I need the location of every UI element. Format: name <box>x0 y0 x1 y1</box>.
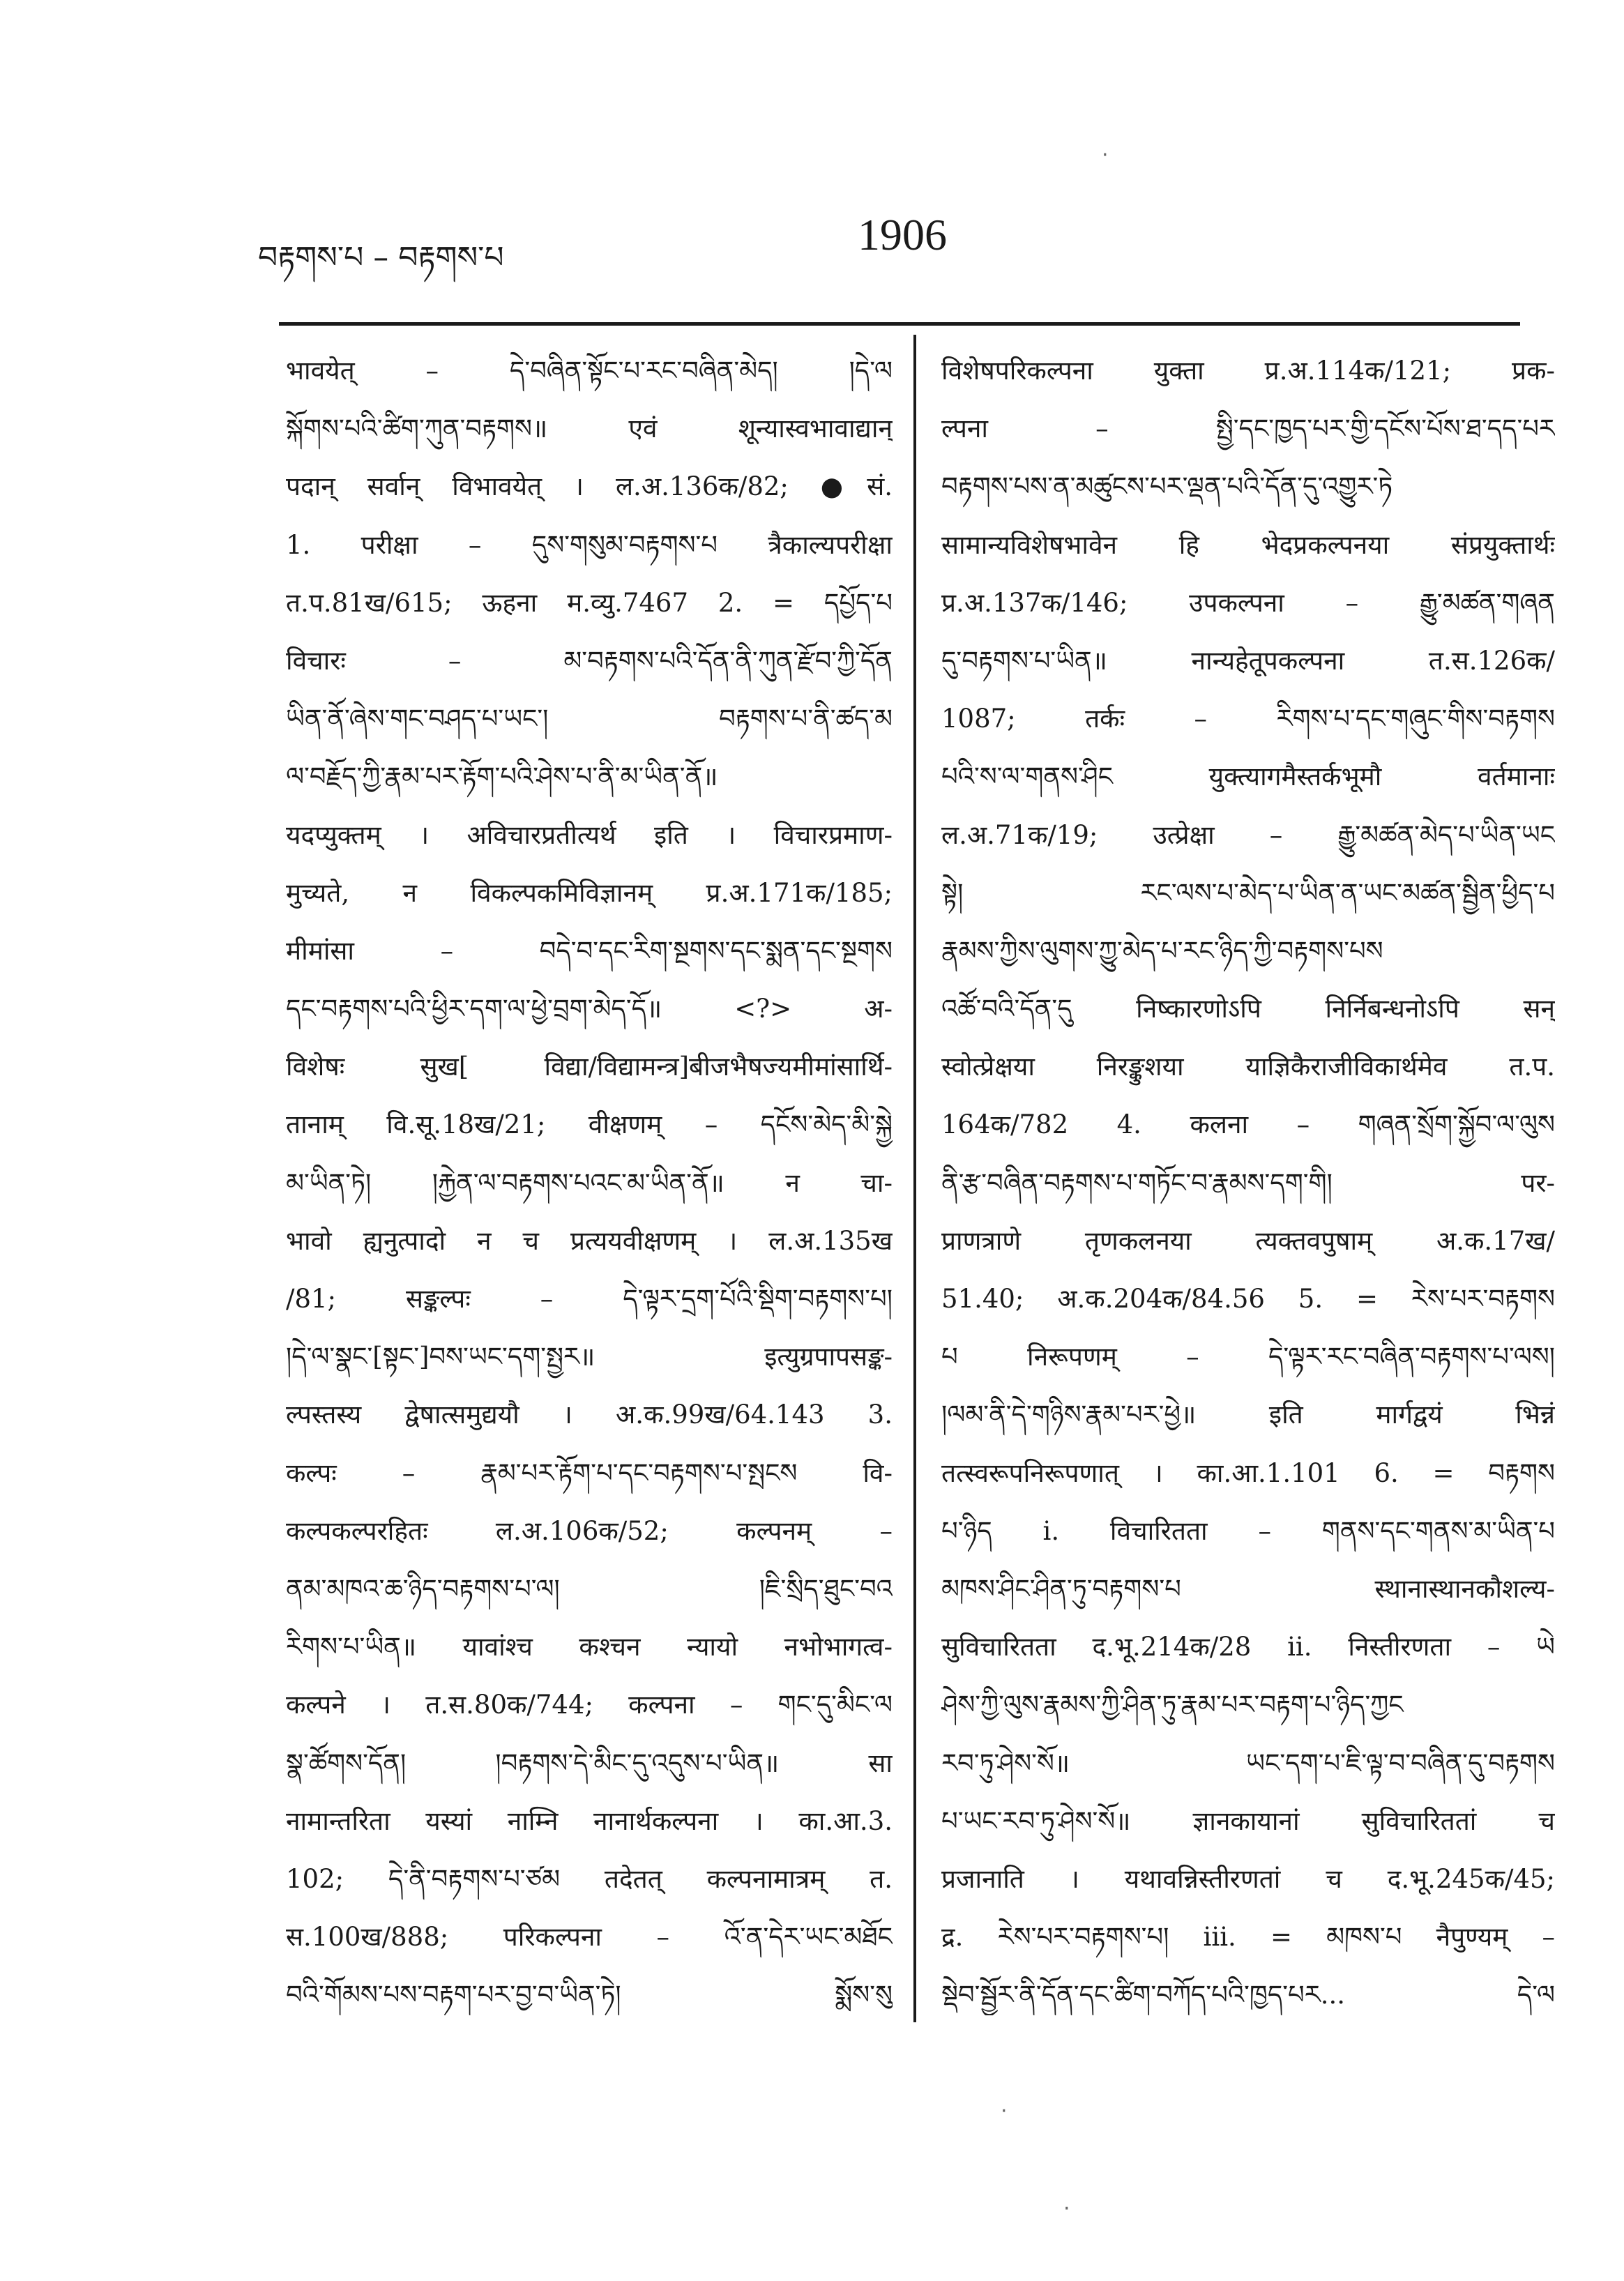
text-line: རྣམས་ཀྱིས་ལུགས་ཀྱུ་མེད་པ་རང་ཉིད་ཀྱི་བརྟགས་པས <box>941 935 1383 966</box>
text-line: विशेषः सुख[ विद्या/विद्यामन्त्र]बीजभैषज्यमीमांसार्थि- <box>286 1052 893 1082</box>
text-line: प्र.अ.137क/146; उपकल्पना – རྒྱུ་མཚན་གཞན <box>941 587 1555 618</box>
text-line: तानाम् वि.सू.18ख/21; वीक्षणम् – དངོས་མེད་མི་སྐྱེ <box>286 1109 893 1140</box>
text-line: །ལམ་ནི་དེ་གཉིས་རྣམ་པར་ཕྱེ॥ इति मार्गद्वयं भिन्नं <box>941 1400 1555 1430</box>
text-line: པ་ཉིད i. विचारितता – གནས་དང་གནས་མ་ཡིན་པ <box>941 1515 1555 1546</box>
text-line: भावयेत् – དེ་བཞིན་སྟོང་པ་རང་བཞིན་མེད། །དེ་ལ <box>286 356 893 386</box>
text-line: प्रजानाति । यथावन्निस्तीरणतां च द.भू.245क/45; <box>941 1863 1555 1894</box>
text-line: मीमांसा – བདེ་བ་དང་རིག་སྔགས་དང་སྨན་དང་སྔགས <box>286 935 893 966</box>
column-divider <box>913 335 916 2022</box>
right-column <box>941 342 1555 2015</box>
text-line: कल्पकल्परहितः ल.अ.106क/52; कल्पनम् – <box>286 1515 893 1546</box>
text-line: པའི་ས་ལ་གནས་ཤིང युक्त्यागमैस्तर्कभूमौ वर्तमानाः <box>941 761 1555 792</box>
text-line: सुविचारितता द.भू.214क/28 ii. निस्तीरणता – ཡེ <box>941 1632 1555 1662</box>
text-line: द्र. རེས་པར་བརྟགས་པ། iii. = མཁས་པ नैपुण्यम् – <box>941 1922 1555 1953</box>
text-line: कल्पने । त.स.80क/744; कल्पना – གང་དུ་མིང་ལ <box>286 1690 893 1720</box>
text-line: རབ་ཏུ་ཤེས་སོ॥ ཡང་དག་པ་ཇི་ལྟ་བ་བཞིན་དུ་བརྟགས <box>941 1748 1555 1778</box>
text-line: 164क/782 4. कलना – གཞན་སྲོག་སྐྱོབ་ལ་ལུས <box>941 1109 1555 1140</box>
header-rule <box>279 322 1520 326</box>
scan-speck-bottom: · <box>1063 2197 1070 2221</box>
text-line: ཡིན་ནོ་ཞེས་གང་བཤད་པ་ཡང་། བརྟགས་པ་ནི་ཚད་མ <box>286 704 893 734</box>
text-line: བརྟགས་པས་ན་མཚུངས་པར་ལྡན་པའི་དོན་དུ་འགྱུར་ཏེ <box>941 471 1393 502</box>
text-line: སྐོགས་པའི་ཚིག་ཀུན་བརྟགས॥ एवं शून्यास्वभावाद्यान् <box>286 414 893 444</box>
scan-speck-top: · <box>1102 143 1109 167</box>
text-line: མཁས་ཤིང་ཤིན་ཏུ་བརྟགས་པ स्थानास्थानकौशल्य- <box>941 1573 1555 1604</box>
text-line: 51.40; अ.क.204क/84.56 5. = རེས་པར་བརྟགས <box>941 1284 1555 1314</box>
text-line: पदान् सर्वान् विभावयेत् । ल.अ.136क/82; ●सं. <box>286 471 893 502</box>
text-line: त.प.81ख/615; ऊहना म.व्यु.7467 2. = དཔྱོད་པ <box>286 587 893 618</box>
page-number: 1906 <box>858 210 947 259</box>
page-header <box>258 209 1513 286</box>
text-line: सामान्यविशेषभावेन हि भेदप्रकल्पनया संप्रयुक्तार्थः <box>941 529 1555 560</box>
text-line: प्राणत्राणे तृणकलनया त्यक्तवपुषाम् अ.क.17ख/ <box>941 1225 1555 1256</box>
text-line: བའི་གོམས་པས་བརྟག་པར་བྱ་བ་ཡིན་ཏེ། སྨོས་སུ <box>286 1980 893 2010</box>
running-head: བརྟགས་པ – བརྟགས་པ <box>258 240 504 275</box>
text-line: དུ་བརྟགས་པ་ཡིན॥ नान्यहेतूपकल्पना त.स.126क/ <box>941 645 1555 676</box>
text-line: སྟེ། རང་ལས་པ་མེད་པ་ཡིན་ན་ཡང་མཚན་སྦྱིན་ཕྱིད་པ <box>941 877 1555 908</box>
text-line: तत्स्वरूपनिरूपणात् । का.आ.1.101 6. = བརྟགས <box>941 1457 1555 1488</box>
text-line: विशेषपरिकल्पना युक्ता प्र.अ.114क/121; प्रक- <box>941 356 1555 386</box>
text-line: ཤེས་ཀྱི་ལུས་རྣམས་ཀྱི་ཤིན་ཏུ་རྣམ་པར་བརྟག་པ་ཉིད་ཀྱང <box>941 1690 1404 1720</box>
text-line: དང་བརྟགས་པའི་ཕྱིར་དག་ལ་ཕྱེ་བྲག་མེད་དོ॥ <?> अ- <box>286 994 893 1024</box>
text-line: ནམ་མཁའ་ཆ་ཉིད་བརྟགས་པ་ལ། །ཇི་སྲིད་ཐུང་བའ <box>286 1573 893 1604</box>
text-line: འཚོ་བའི་དོན་དུ निष्कारणोऽपि निर्निबन्धनोऽपि सन् <box>941 994 1555 1024</box>
text-line: པ निरूपणम् – དེ་ལྟར་རང་བཞིན་བརྟགས་པ་ལས། <box>941 1342 1555 1372</box>
text-line: स.100ख/888; परिकल्पना – འོ་ན་དེར་ཡང་མཐོང <box>286 1922 893 1953</box>
text-line: རིགས་པ་ཡིན॥ यावांश्च कश्चन न्यायो नभोभागत्व- <box>286 1632 893 1662</box>
text-line: མ་ཡིན་ཏེ། །རྐྱེན་ལ་བརྟགས་པའང་མ་ཡིན་ནོ॥ न चा- <box>286 1167 893 1198</box>
text-line: नामान्तरिता यस्यां नाम्नि नानार्थकल्पना । का.आ.3. <box>286 1805 893 1836</box>
text-line: ནི་རྩ་བཞིན་བརྟགས་པ་གཏོང་བ་རྣམས་དག་གི། पर- <box>941 1167 1555 1198</box>
left-column <box>286 342 893 2015</box>
text-line: ल्पस्तस्य द्वेषात्समुद्ययौ । अ.क.99ख/64.143 3. <box>286 1400 893 1430</box>
text-line: कल्पः – རྣམ་པར་རྟོག་པ་དང་བརྟགས་པ་སྤངས वि- <box>286 1457 893 1488</box>
text-line: भावो ह्यनुत्पादो न च प्रत्ययवीक्षणम् । ल.अ.135ख <box>286 1225 893 1256</box>
text-line: །དེ་ལ་སྣང་[སྟང་]བས་ཡང་དག་སྤྱར॥ इत्युग्रपापसङ्क- <box>286 1342 893 1372</box>
text-line: विचारः – མ་བརྟགས་པའི་དོན་ནི་ཀུན་རྫོབ་ཀྱི་དོན <box>286 645 893 676</box>
text-line: སྡེབ་སྦྱོར་ནི་དོན་དང་ཚིག་བཀོད་པའི་ཁྱད་པར... དེ་ལ <box>941 1980 1555 2010</box>
text-line: ल.अ.71क/19; उत्प्रेक्षा – རྒྱུ་མཚན་མེད་པ་ཡིན་ཡང <box>941 819 1555 850</box>
text-line: ལ་བརྗོད་ཀྱི་རྣམ་པར་རྟོག་པའི་ཤེས་པ་ནི་མ་ཡིན་ནོ॥ <box>286 761 718 792</box>
scan-speck-middle: · <box>1001 2099 1008 2123</box>
text-line: मुच्यते, न विकल्पकमिविज्ञानम् प्र.अ.171क/185; <box>286 877 893 908</box>
text-line: स्वोत्प्रेक्षया निरङ्कुशया याज्ञिकैराजीविकार्थमेव त.प. <box>941 1052 1555 1082</box>
text-line: པ་ཡང་རབ་ཏུ་ཤེས་སོ॥ ज्ञानकायानां सुविचारिततां च <box>941 1805 1555 1836</box>
text-line: 102; དེ་ནི་བརྟགས་པ་ཙམ तदेतत् कल्पनामात्रम् त. <box>286 1863 893 1894</box>
text-line: སྣ་ཚོགས་དོན། །བརྟགས་དེ་མིང་དུ་འདུས་པ་ཡིན॥ सा <box>286 1748 893 1778</box>
text-line: /81; सङ्कल्पः – དེ་ལྟར་དྲག་པོའི་སྡིག་བརྟགས་པ། <box>286 1284 893 1314</box>
text-line: 1087; तर्कः – རིགས་པ་དང་གཞུང་གིས་བརྟགས <box>941 704 1555 734</box>
text-line: 1. परीक्षा – དུས་གསུམ་བརྟགས་པ त्रैकाल्यपरीक्षा <box>286 529 893 560</box>
text-line: ल्पना – སྤྱི་དང་ཁྱད་པར་གྱི་དངོས་པོས་ཐ་དད་པར <box>941 414 1555 444</box>
text-line: यदप्युक्तम् । अविचारप्रतीत्यर्थ इति । विचारप्रमाण- <box>286 819 893 850</box>
